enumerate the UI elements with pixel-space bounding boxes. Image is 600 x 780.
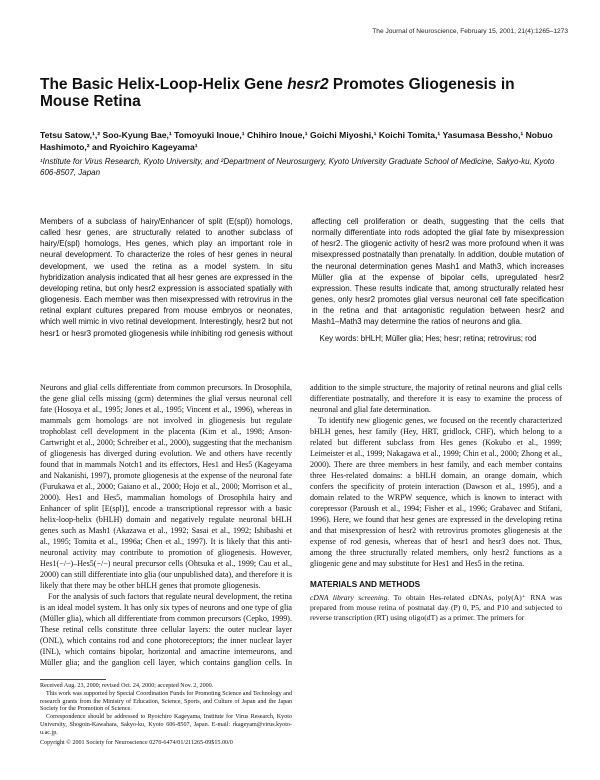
title-part1: The Basic Helix-Loop-Helix Gene xyxy=(40,76,288,93)
paper-title xyxy=(40,76,560,110)
journal-header: The Journal of Neuroscience, February 15, 2001, 21(4):1265–1273 xyxy=(372,28,568,35)
keywords: Key words: bHLH; Müller glia; Hes; hesr; retina; retrovirus; rod xyxy=(319,333,537,343)
body-text xyxy=(40,382,562,677)
intro-paragraph-3: To identify new gliogenic genes, we focused on the recently characterized bHLH genes, hesr family (Hey, HRT, gridlock, CHF), which belong to a related but different subclass from Hes genes (Kokubo et al., 1999; Leimeister et al., 1999; Nakagawa et al., 1999; Chin et al., 2000; Zhong et al., 2000). There are three members in hesr family, and each member contains three Hes-related domains: a bHLH domain, an orange domain, which confers the specificity of protein interaction (Dawson et al., 1995), and a domain related to the WRPW sequence, which is known to interact with corepressor (Paroush et al., 1994; Fisher et al., 1996; Grabavec and Stifani, 1996). Here, we found that hesr genes are expressed in the developing retina and that misexpression of hesr2 with retrovirus promotes gliogenesis at the expense of rod genesis, whereas that of hesr1 and hesr3 does not. Thus, among the three structurally related members, only hesr2 functions as a gliogenic gene and may substitute for Hes1 and Hes5 in the retina. xyxy=(310,416,562,568)
footnote-copyright: Copyright © 2001 Society for Neuroscience 0270-6474/01/211265-09$15.00/0 xyxy=(40,739,233,746)
footnote-divider xyxy=(40,679,106,680)
title-gene: hesr2 xyxy=(287,76,329,93)
footnote-correspondence: Correspondence should be addressed to Ryoichiro Kageyama, Institute for Virus Research, Kyoto University, Shogoin-Kawahara, Sakyo-ku, Kyoto 606-8507, Japan. E-mail: rkageyam@virus.kyoto-u.ac.jp. xyxy=(40,714,292,736)
intro-paragraph-2: For the analysis of such factors that regulate neural development, the retina is an ideal model system. It has only six types of neurons and one type of glia (Müller glia), which all differentiate from common precursors (Cepko, 1999). These retinal cells constitute three cellular layers: the outer nuclear layer (ONL), which contains rod and cone photoreceptors; the inner nuclear layer (INL), which contains bipolar, horizontal and amacrine interneurons, and Müller glia; and the ganglion cell layer, which contains ganglion cells. In addition to the simple structure, the majority of retinal neurons and glial cells differentiate postnatally, and therefore it is easy to examine the process of neuronal and glial fate determination. xyxy=(40,383,562,667)
methods-text: To obtain Hes-related cDNAs, poly(A)⁺ RNA was prepared from mouse retina of postnatal day (P) 0, P5, and P10 and subjected to reverse transcription (RT) using oligo(dT) as a primer. The primers for xyxy=(310,593,562,622)
section-heading-methods: MATERIALS AND METHODS xyxy=(310,580,421,589)
footnotes xyxy=(40,683,292,747)
author-list: Tetsu Satow,¹,² Soo-Kyung Bae,¹ Tomoyuki Inoue,¹ Chihiro Inoue,¹ Goichi Miyoshi,¹ Koichi Tomita,¹ Yasumasa Bessho,¹ Nobuo Hashimoto,² and Ryoichiro Kageyama¹ xyxy=(40,130,553,152)
methods-lead: cDNA library screening. xyxy=(310,593,390,602)
abstract xyxy=(40,216,564,344)
footnote-support: This work was supported by Special Coordination Funds for Promoting Science and Technology and research grants from the Ministry of Education, Science, Sports, and Culture of Japan and the Japan Society for the Promotion of Science. xyxy=(40,690,292,713)
affiliation: ¹Institute for Virus Research, Kyoto University, and ²Department of Neurosurgery, Kyoto University Graduate School of Medicine, Sakyo-ku, Kyoto 606-8507, Japan xyxy=(40,157,555,177)
abstract-text: Members of a subclass of hairy/Enhancer of split (E(spl)) homologs, called hesr genes, are structurally related to another subclass of hairy/E(spl) homologs, Hes genes, which play an important role in neural development. To characterize the roles of hesr genes in neural development, we used the retina as a model system. In situ hybridization analysis indicated that all hesr genes are expressed in the developing retina, but only hesr2 expression is associated spatially with gliogenesis. Each member was then misexpressed with retrovirus in the retinal explant cultures prepared from mouse embryos or neonates, which well mimic in vivo retinal development. Interestingly, hesr2 but not hesr1 or hesr3 promoted gliogenesis while inhibiting rod genesis without affecting cell proliferation or death, suggesting that the cells that normally differentiate into rods adopted the glial fate by misexpression of hesr2. The gliogenic activity of hesr2 was more profound when it was misexpressed postnatally than prenatally. In addition, double mutation of the neuronal determination genes Mash1 and Math3, which increases Müller glia at the expense of bipolar cells, upregulated hesr2 expression. These results indicate that, among structurally related hesr genes, only hesr2 promotes glial versus neuronal cell fate specification in the retina and that antagonistic regulation between hesr2 and Mash1–Math3 may determine the ratios of neurons and glia. xyxy=(40,217,564,338)
footnote-received: Received Aug. 23, 2000; revised Oct. 24, 2000; accepted Nov. 2, 2000. xyxy=(40,683,214,689)
title-part2: Promotes Gliogenesis in Mouse Retina xyxy=(40,76,515,110)
intro-paragraph-1: Neurons and glial cells differentiate from common precursors. In Drosophila, the gene glial cells missing (gcm) determines the glial versus neuronal cell fate (Hosoya et al., 1995; Jones et al., 1995; Vincent et al., 1996), whereas in mammals gcm homologs are not involved in gliogenesis but regulate trophoblast cell development in the placenta (Kim et al., 1998; Anson-Cartwright et al., 2000; Schreiber et al., 2000), suggesting that the mechanism of gliogenesis has diverged during evolution. We and others have recently found that in mammals Notch1 and its effectors, Hes1 and Hes5 (Kageyama and Nakanishi, 1997), promote gliogenesis at the expense of the neuronal fate (Furukawa et al., 2000; Gaiano et al., 2000; Hojo et al., 2000; Morrison et al., 2000). Hes1 and Hes5, mammalian homologs of Drosophila hairy and Enhancer of split [E(spl)], encode a transcriptional repressor with a basic helix-loop-helix (bHLH) domain and negatively regulate neuronal bHLH genes such as Mash1 (Akazawa et al., 1992; Sasai et al., 1992; Ishibashi et al., 1995; Tomita et al., 1996a; Chen et al., 1997). It is likely that this anti-neuronal activity may contribute to promotion of gliogenesis. However, Hes1(−/−)–Hes5(−/−) neural precursor cells (Ohtsuka et al., 1999; Cau et al., 2000) can still differentiate into glia (our unpublished data), and therefore it is likely that there may be other bHLH genes that promote gliogenesis. xyxy=(40,383,292,590)
methods-paragraph xyxy=(310,593,562,623)
